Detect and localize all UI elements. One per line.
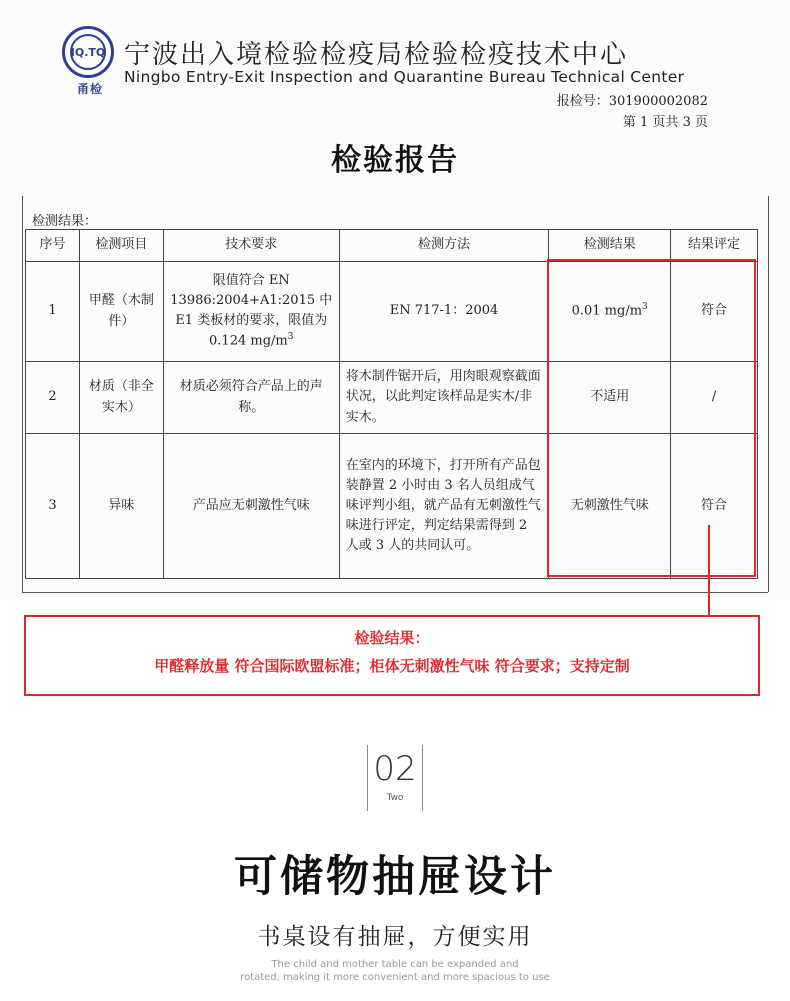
conclusion-body: 甲醛释放量 符合国际欧盟标准；柜体无刺激性气味 符合要求；支持定制 <box>154 657 630 675</box>
cell-item: 异味 <box>79 434 163 579</box>
result-sup: 3 <box>642 302 648 313</box>
cell-method: 将木制件锯开后，用肉眼观察截面状况，以此判定该样品是实木/非实木。 <box>339 362 549 434</box>
section-english-caption <box>0 958 790 984</box>
cell-result: 不适用 <box>549 362 671 434</box>
cell-evaluation: 符合 <box>671 434 758 579</box>
cell-requirement: 材质必须符合产品上的声称。 <box>163 362 339 434</box>
report-title: 检验报告 <box>331 143 459 178</box>
sheet-bottom-border <box>22 592 768 593</box>
col-header-evaluation: 结果评定 <box>671 230 758 262</box>
cell-method: 在室内的环境下，打开所有产品包装静置 2 小时由 3 名人员组成气味评判小组，就产品有无刺激性气味进行评定，判定结果需得到 2 人或 3 人的共同认可。 <box>339 434 549 579</box>
cell-seq: 2 <box>26 362 80 434</box>
cell-requirement: 产品应无刺激性气味 <box>163 434 339 579</box>
table-header-row <box>26 230 758 262</box>
cell-seq: 1 <box>26 262 80 362</box>
english-line-1: The child and mother table can be expanded and <box>271 959 519 970</box>
cell-evaluation: / <box>671 362 758 434</box>
english-line-2: rotated, making it more convenient and more spacious to use <box>240 972 550 983</box>
cell-item: 甲醛（木制件） <box>79 262 163 362</box>
org-name-en: Ningbo Entry-Exit Inspection and Quarantine Bureau Technical Center <box>124 68 685 86</box>
cell-evaluation: 符合 <box>671 262 758 362</box>
sheet-left-border <box>22 196 23 592</box>
cell-item: 材质（非全实木） <box>79 362 163 434</box>
page-info: 第 1 页共 3 页 <box>622 115 708 130</box>
section-number-word: Two <box>386 793 404 803</box>
requirement-text: 限值符合 EN 13986:2004+A1:2015 中 E1 类板材的要求，限值为 0.124 mg/m <box>170 273 333 349</box>
result-text: 0.01 mg/m <box>571 303 643 319</box>
inspection-logo-icon <box>62 26 114 78</box>
section-subtitle: 书桌设有抽屉，方便实用 <box>257 924 533 950</box>
cell-requirement <box>163 262 339 362</box>
col-header-requirement: 技术要求 <box>163 230 339 262</box>
sheet-right-border <box>768 196 769 592</box>
col-header-result: 检测结果 <box>549 230 671 262</box>
col-header-seq: 序号 <box>26 230 80 262</box>
col-header-method: 检测方法 <box>339 230 549 262</box>
cell-result: 无刺激性气味 <box>549 434 671 579</box>
section-number-box <box>367 745 423 811</box>
section-title: 可储物抽屉设计 <box>234 852 556 902</box>
col-header-item: 检测项目 <box>79 230 163 262</box>
conclusion-title: 检验结果： <box>354 629 430 647</box>
cell-seq: 3 <box>26 434 80 579</box>
result-highlight-box <box>547 259 756 577</box>
section-number: 02 <box>373 749 417 789</box>
conclusion-box <box>24 615 760 696</box>
logo-text: IQ.TQ <box>70 34 106 70</box>
requirement-sup: 3 <box>287 332 294 343</box>
cell-method: EN 717-1：2004 <box>339 262 549 362</box>
org-name-cn: 宁波出入境检验检疫局检验检疫技术中心 <box>124 40 629 70</box>
logo-caption: 甬检 <box>76 82 103 96</box>
report-number: 报检号：301900002082 <box>556 94 708 109</box>
table-caption: 检测结果： <box>32 214 98 229</box>
highlight-connector-line <box>708 525 710 615</box>
